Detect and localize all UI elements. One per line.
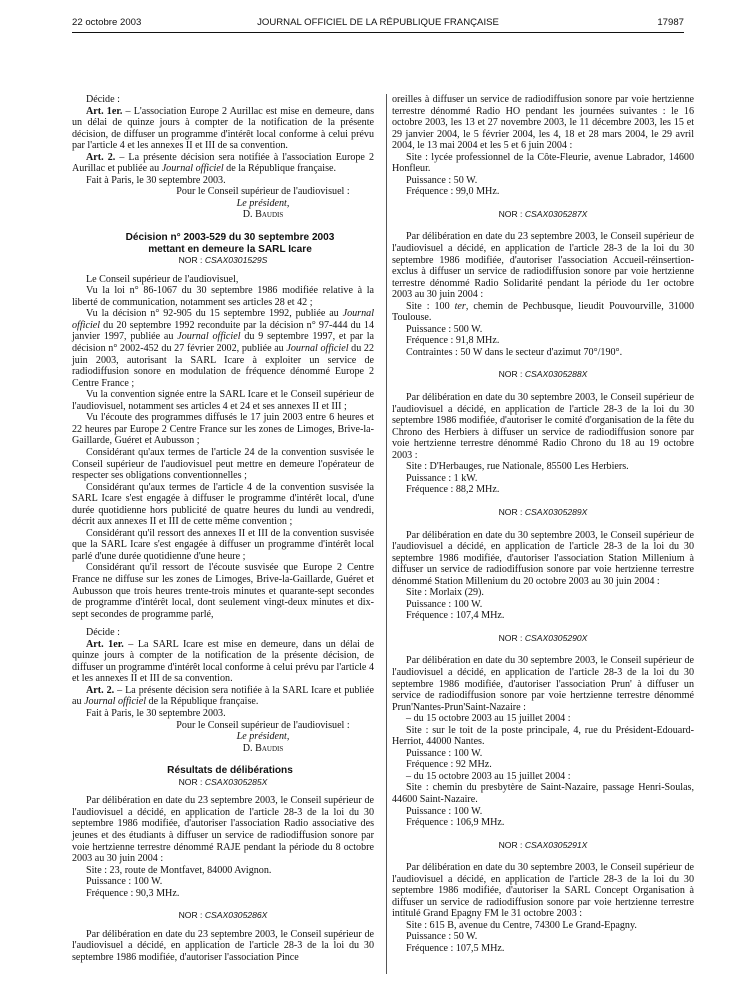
power-line: Puissance : 100 W.: [406, 598, 483, 610]
frequency-line: Fréquence : 107,4 MHz.: [406, 610, 505, 622]
site-line: Site : D'Herbauges, rue Nationale, 85500 Les Herbiers.: [406, 461, 629, 473]
deliberation-paragraph: Par délibération en date du 30 septembre 2003, le Conseil supérieur de l'audiovisuel a décidé, en application de l'article 28-3 de la loi du 30 septembre 1986 modifiée, d'autoriser le comité d'organisation de la fête du Chrono des Herbiers à diffuser un service de radiodiffusion sonore par voie hertzienne terrestre dénommé Radio Chrono du 18 au 19 octobre 2003 :: [392, 392, 694, 461]
site-line: Site : 615 B, avenue du Centre, 74300 Le Grand-Epagny.: [406, 919, 637, 931]
nor-reference: NOR : CSAX0301529S: [178, 255, 268, 266]
deliberation-paragraph-continued: oreilles à diffuser un service de radiodiffusion sonore par voie hertzienne terrestre dénommé Radio HO pendant les journées suivantes : le 16 octobre 2003, les 13 et 27 novembre 2003, le 11 décembre 2003, les 15 et 29 janvier 2004, le 5 février 2004, les 4, 18 et 28 mars 2004, le 29 avril 2004, le 13 mai 2004 et les 5 et 6 juin 2004 :: [392, 94, 694, 152]
site-line: Site : sur le toit de la poste principale, 4, rue du Président-Edouard-Herriot, 44000 Nantes.: [392, 724, 694, 748]
power-line: Puissance : 100 W.: [406, 747, 483, 759]
body-paragraph: Considérant qu'il ressort de l'écoute susvisée que Europe 2 Centre France ne diffuse sur les zones de Limoges, Brive-la-Gaillarde, Guéret et Aubusson que trois heures trente-trois minutes et quarante-sept secondes de programme d'intérêt local, dont seulement vingt-deux minutes et dix-sept secondes de programme parlé,: [72, 562, 374, 620]
frequency-line: Fréquence : 91,8 MHz.: [406, 335, 500, 347]
signature-authority: Pour le Conseil supérieur de l'audiovisuel :: [176, 719, 350, 731]
signature-name: D. Baudis: [242, 742, 284, 754]
nor-reference: NOR : CSAX0305288X: [498, 369, 588, 380]
header-journal-title: JOURNAL OFFICIEL DE LA RÉPUBLIQUE FRANÇAISE: [257, 17, 499, 28]
nor-reference: NOR : CSAX0305287X: [498, 208, 588, 219]
body-paragraph: Vu la convention signée entre la SARL Icare et le Conseil supérieur de l'audiovisuel, notamment ses articles 4 et 24 et ses annexes II et III ;: [72, 389, 374, 412]
body-paragraph: Considérant qu'il ressort des annexes II et III de la convention susvisée que la SARL Icare s'est engagée à diffuser un programme d'intérêt local parlé d'une durée quotidienne d'une heure ;: [72, 527, 374, 562]
deliberation-paragraph: Par délibération en date du 23 septembre 2003, le Conseil supérieur de l'audiovisuel a décidé, en application de l'article 28-3 de la loi du 30 septembre 1986 modifiée, d'autoriser l'association Accueil-réinsertion-exclus à diffuser un service de radiodiffusion sonore par voie hertzienne terrestre dénommé Radio Solidarité pendant la période du 1er octobre 2003 au 30 juin 2004 :: [392, 231, 694, 301]
decision-subtitle: mettant en demeure la SARL Icare: [148, 243, 312, 255]
period-line: – du 15 octobre 2003 au 15 juillet 2004 :: [406, 770, 571, 782]
body-paragraph: Considérant qu'aux termes de l'article 4 de la convention susvisée la SARL Icare s'est engagée à diffuser le programme d'intérêt local, d'une durée quotidienne hors publicité de quatre heures du lundi au vendredi, décrit aux annexes II et III de cette même convention ;: [72, 481, 374, 528]
site-line: Site : 23, route de Montfavet, 84000 Avignon.: [86, 864, 272, 876]
signature-title: Le président,: [236, 197, 290, 209]
body-paragraph: Vu l'écoute des programmes diffusés le 17 juin 2003 entre 6 heures et 22 heures par Europe 2 Centre France sur les zones de Limoges, Brive-la-Gaillarde, Guéret et Aubusson ;: [72, 412, 374, 447]
article-paragraph: Art. 2. – La présente décision sera notifiée à la SARL Icare et publiée au Journal officiel de la République française.: [72, 684, 375, 708]
column-divider: [386, 94, 387, 974]
nor-reference: NOR : CSAX0305289X: [498, 506, 588, 517]
signature-place-date: Fait à Paris, le 30 septembre 2003.: [86, 174, 226, 186]
site-line: Site : chemin du presbytère de Saint-Nazaire, passage Henri-Soulas, 44600 Saint-Nazaire.: [392, 782, 694, 805]
results-title: Résultats de délibérations: [167, 765, 293, 777]
header-rule: [72, 32, 684, 33]
power-line: Puissance : 500 W.: [406, 323, 483, 335]
signature-name: D. Baudis: [242, 209, 284, 221]
body-paragraph: Vu la décision n° 92-905 du 15 septembre 1992, publiée au Journal officiel du 20 septembre 1992 reconduite par la décision n° 97-444 du 14 janvier 1997, publiée au Journal officiel du 9 septembre 1997, et par la décision n° 2002-452 du 27 février 2002, publiée au Journal officiel du 22 juin 2003, autorisant la SARL Icare à exploiter un service de radiodiffusion sonore en modulation de fréquence dénommé Europe 2 Centre France ;: [72, 308, 375, 389]
constraints-line: Contraintes : 50 W dans le secteur d'azimut 70°/190°.: [406, 346, 623, 358]
site-line: Site : lycée professionnel de la Côte-Fleurie, avenue Labrador, 14600 Honfleur.: [392, 151, 694, 175]
article-paragraph: Art. 2. – La présente décision sera notifiée à l'association Europe 2 Aurillac et publiée au Journal officiel de la République française.: [72, 151, 374, 175]
nor-reference: NOR : CSAX0305291X: [498, 839, 588, 850]
header-page-number: 17987: [657, 17, 684, 28]
period-line: – du 15 octobre 2003 au 15 juillet 2004 :: [406, 713, 571, 725]
body-paragraph: Vu la loi n° 86-1067 du 30 septembre 1986 modifiée relative à la liberté de communication, notamment ses articles 28 et 42 ;: [72, 285, 374, 308]
nor-reference: NOR : CSAX0305285X: [178, 776, 268, 787]
deliberation-paragraph: Par délibération en date du 30 septembre 2003, le Conseil supérieur de l'audiovisuel a décidé, en application de l'article 28-3 de la loi du 30 septembre 1986 modifiée, d'autoriser la SARL Concept Organisation à diffuser un service de radiodiffusion sonore par voie hertzienne terrestre intitulé Grand Epagny FM le 31 octobre 2003 :: [392, 862, 694, 920]
header-date: 22 octobre 2003: [72, 17, 142, 28]
signature-authority: Pour le Conseil supérieur de l'audiovisuel :: [176, 186, 350, 198]
decide-heading: Décide :: [86, 627, 120, 639]
article-paragraph: Art. 1er. – L'association Europe 2 Aurillac est mise en demeure, dans un délai de quinze jours à compter de la notification de la présente décision, de diffuser un programme d'intérêt local conforme à celui prévu par l'article 4 et les annexes II et III de sa convention.: [72, 105, 374, 152]
nor-reference: NOR : CSAX0305290X: [498, 632, 588, 643]
deliberation-paragraph: Par délibération en date du 23 septembre 2003, le Conseil supérieur de l'audiovisuel a décidé, en application de l'article 28-3 de la loi du 30 septembre 1986 modifiée, d'autoriser l'association Radio associative des jeunes et des étudiants à diffuser un service de radiodiffusion sonore par voie hertzienne terrestre dénommé RAJE pendant la période du 8 octobre 2003 au 30 juin 2004 :: [72, 795, 374, 865]
right-column: [392, 94, 694, 955]
deliberation-paragraph: Par délibération en date du 30 septembre 2003, le Conseil supérieur de l'audiovisuel a décidé, en application de l'article 28-3 de la loi du 30 septembre 1986 modifiée, d'autoriser l'association Station Millenium à diffuser un service de radiodiffusion sonore par voie hertzienne terrestre dénommé Station Millenium du 20 octobre 2003 au 30 juin 2004 :: [392, 529, 694, 587]
power-line: Puissance : 50 W.: [406, 931, 478, 943]
deliberation-paragraph: Par délibération en date du 23 septembre 2003, le Conseil supérieur de l'audiovisuel a décidé, en application de l'article 28-3 de la loi du 30 septembre 1986 modifiée, d'autoriser l'association Pince: [72, 928, 374, 963]
site-line: Site : Morlaix (29).: [406, 587, 484, 599]
frequency-line: Fréquence : 90,3 MHz.: [86, 887, 180, 899]
power-line: Puissance : 1 kW.: [406, 472, 478, 484]
frequency-line: Fréquence : 106,9 MHz.: [406, 817, 505, 829]
body-paragraph: Le Conseil supérieur de l'audiovisuel,: [86, 273, 239, 285]
power-line: Puissance : 100 W.: [86, 876, 163, 888]
frequency-line: Fréquence : 99,0 MHz.: [406, 186, 500, 198]
left-column: [72, 94, 374, 963]
power-line: Puissance : 100 W.: [406, 805, 483, 817]
page-header: [72, 17, 684, 31]
nor-reference: NOR : CSAX0305286X: [178, 910, 268, 921]
article-paragraph: Art. 1er. – La SARL Icare est mise en demeure, dans un délai de quinze jours à compter de la notification de la présente décision, de diffuser un programme d'intérêt local conforme à celui prévu par l'article 4 et les annexes II et III de sa convention.: [72, 638, 375, 685]
decide-heading: Décide :: [86, 94, 120, 105]
deliberation-paragraph: Par délibération en date du 30 septembre 2003, le Conseil supérieur de l'audiovisuel a décidé, en application de l'article 28-3 de la loi du 30 septembre 1986 modifiée, d'autoriser l'association Prun' à diffuser un service de radiodiffusion sonore par voie hertzienne terrestre dénommé Prun'Nantes-Prun'Saint-Nazaire :: [392, 655, 694, 713]
signature-title: Le président,: [236, 731, 290, 743]
frequency-line: Fréquence : 88,2 MHz.: [406, 484, 500, 496]
frequency-line: Fréquence : 107,5 MHz.: [406, 943, 505, 954]
body-paragraph: Considérant qu'aux termes de l'article 24 de la convention susvisée le Conseil supérieur de l'audiovisuel peut mettre en demeure l'opérateur de respecter ses obligations conventionnelles ;: [72, 446, 374, 482]
signature-place-date: Fait à Paris, le 30 septembre 2003.: [86, 707, 226, 719]
power-line: Puissance : 50 W.: [406, 174, 478, 186]
frequency-line: Fréquence : 92 MHz.: [406, 759, 492, 771]
site-line: Site : 100 ter, chemin de Pechbusque, lieudit Pouvourville, 31000 Toulouse.: [392, 300, 694, 324]
decision-title: Décision n° 2003-529 du 30 septembre 2003: [125, 232, 335, 244]
